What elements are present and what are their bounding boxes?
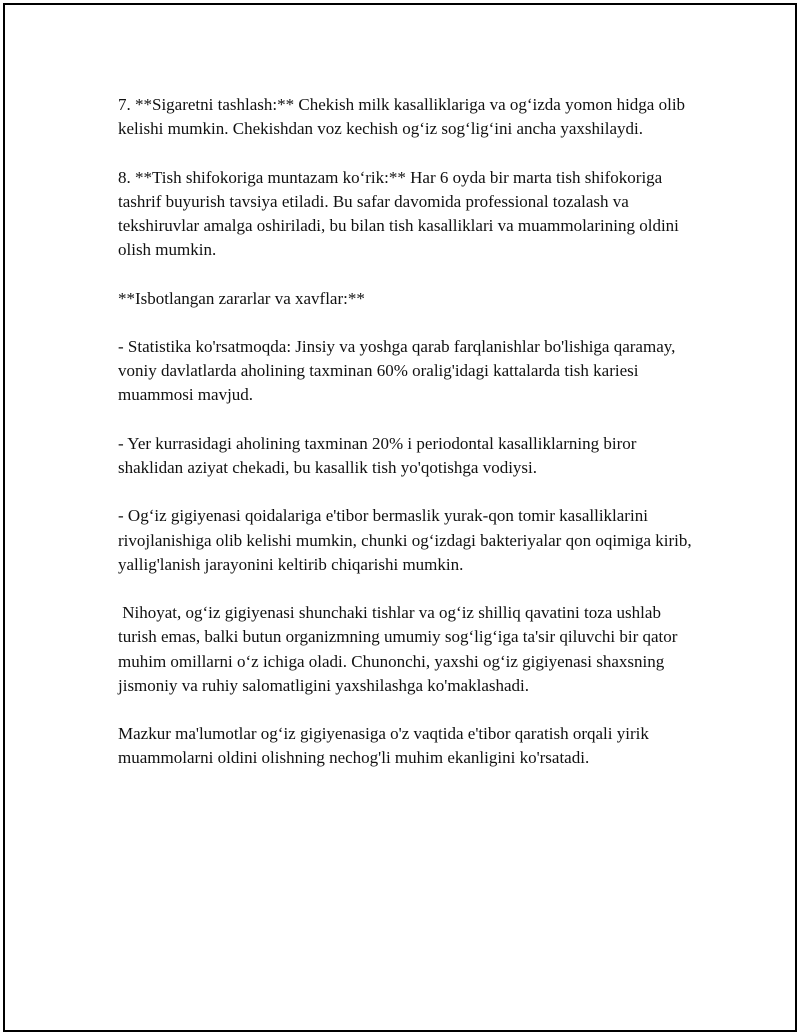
paragraph-closing: Mazkur ma'lumotlar og‘iz gigiyenasiga o'z vaqtida e'tibor qaratish orqali yirik muammolarni oldini olishning nechog'li muhim ekanligini ko'rsatadi. — [118, 724, 649, 768]
paragraph-conclusion: Nihoyat, og‘iz gigiyenasi shunchaki tishlar va og‘iz shilliq qavatini toza ushlab turish emas, balki butun organizmning umumiy sog‘lig‘iga ta'sir qiluvchi bir qator muhim omillarni o‘z ichiga oladi. Chunonchi, yaxshi og‘iz gigiyenasi shaxsning jismoniy va ruhiy salomatligini yaxshilashga ko'maklashadi. — [118, 603, 682, 695]
paragraph-dentist-checkup: 8. **Tish shifokoriga muntazam ko‘rik:** Har 6 oyda bir marta tish shifokoriga tashrif buyurish tavsiya etiladi. Bu safar davomida professional tozalash va tekshiruvlar amalga oshiriladi, bu bilan tish kasalliklari va muammolarining oldini olish mumkin. — [118, 167, 679, 260]
section-heading-proven-harms: **Isbotlangan zararlar va xavflar:** — [118, 288, 365, 308]
paragraph-quit-smoking: 7. **Sigaretni tashlash:** Chekish milk kasalliklariga va og‘izda yomon hidga olib kelishi mumkin. Chekishdan voz kechish og‘iz sog‘lig‘ini ancha yaxshilaydi. — [118, 95, 686, 139]
bullet-periodontal-statistics: - Yer kurrasidagi aholining taxminan 20% i periodontal kasalliklarning biror shaklidan aziyat chekadi, bu kasallik tish yo'qotishga vodiysi. — [118, 433, 637, 477]
document-body — [118, 93, 698, 771]
bullet-cardiovascular-risk: - Og‘iz gigiyenasi qoidalariga e'tibor bermaslik yurak-qon tomir kasalliklarini rivojlanishiga olib kelishi mumkin, chunki og‘izdagi bakteriyalar qon oqimiga kirib, yallig'lanish jarayonini keltirib chiqarishi mumkin. — [118, 506, 692, 574]
bullet-caries-statistics: - Statistika ko'rsatmoqda: Jinsiy va yoshga qarab farqlanishlar bo'lishiga qaramay, voniy davlatlarda aholining taxminan 60% oralig'idagi kattalarda tish kariesi muammosi mavjud. — [118, 336, 676, 405]
